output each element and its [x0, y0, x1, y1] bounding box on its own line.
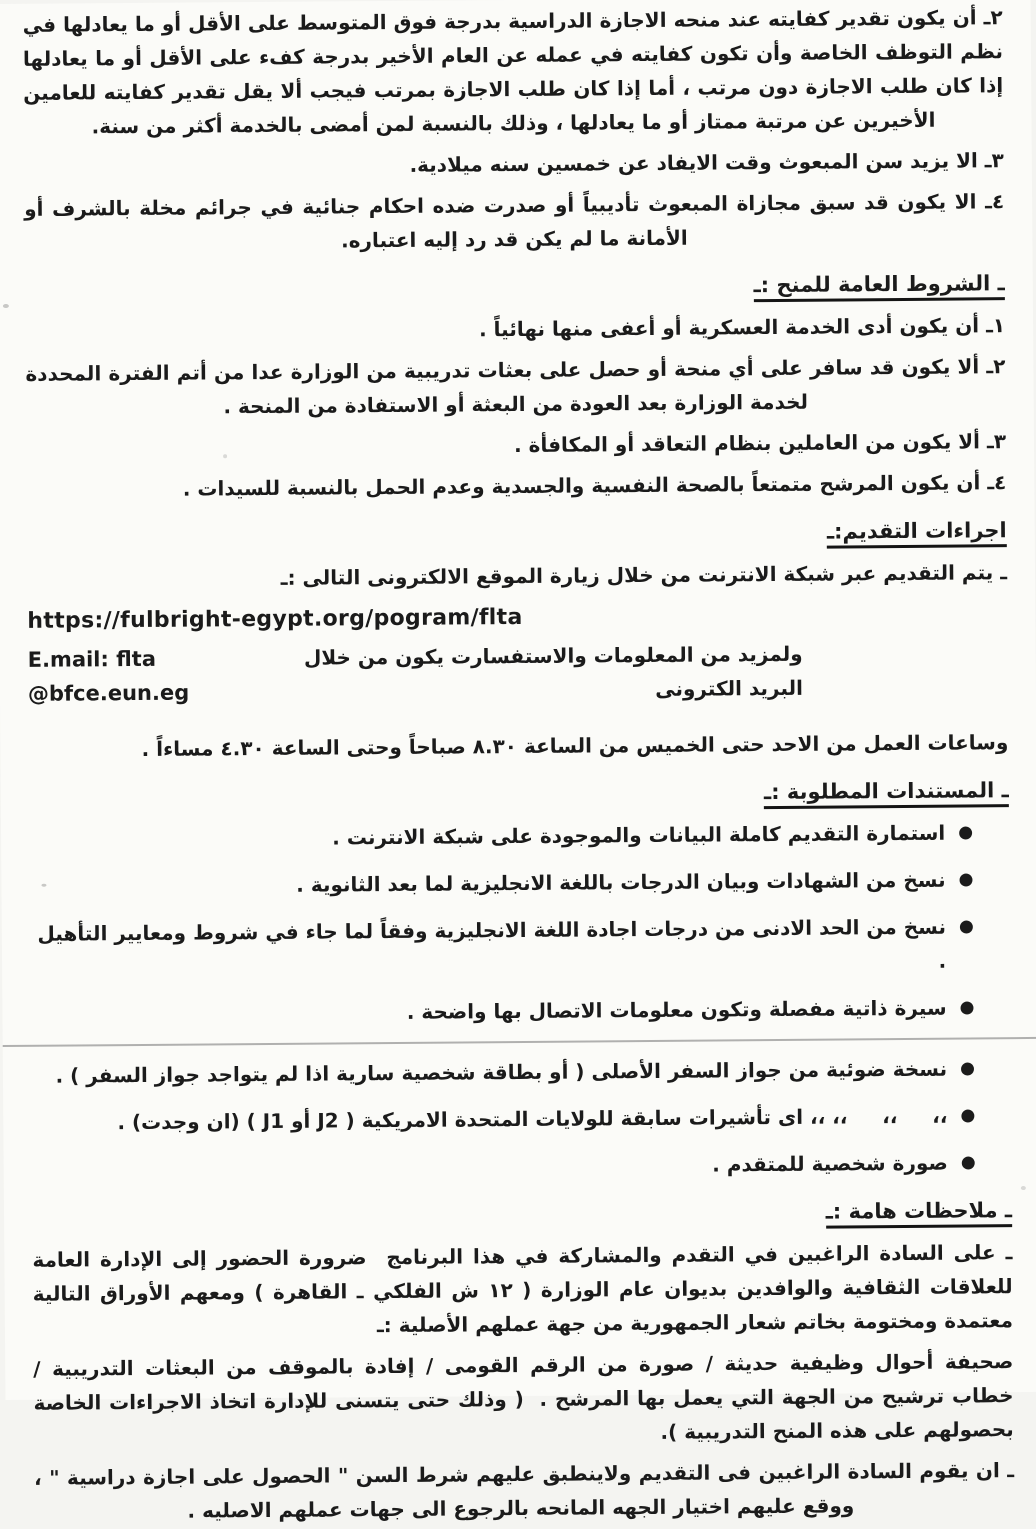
general-conditions-heading — [25, 266, 1005, 308]
required-doc-text: صورة شخصية للمتقدم . — [712, 1150, 948, 1177]
important-notes-heading — [32, 1193, 1012, 1235]
required-doc-item — [30, 909, 975, 984]
required-doc-text: نسخة ضوئية من جواز السفر الأصلى ( أو بطاقة شخصية سارية اذا لم يتواجد جواز السفر ) . — [55, 1056, 948, 1088]
work-hours-line: وساعات العمل من الاحد حتى الخميس من الساعة ٨.٣٠ صباحاً وحتى الساعة ٤.٣٠ مساءاً . — [141, 730, 1009, 761]
scan-artifact — [3, 304, 9, 308]
required-doc-text: نسخ من الشهادات وبيان الدرجات باللغة الانجليزية لما بعد الثانوية . — [296, 867, 946, 897]
required-doc-text: سيرة ذاتية مفصلة وتكون معلومات الاتصال بها واضحة . — [406, 995, 947, 1024]
application-procedures-heading-text: اجراءات التقديم:ـ — [827, 518, 1007, 548]
bullet-icon: ● — [958, 822, 974, 843]
bullet-icon: ● — [960, 1058, 976, 1079]
required-doc-item — [32, 1145, 976, 1186]
general-conditions-section — [25, 266, 1007, 507]
required-doc-text: ،، ،، ،، ،، اى تأشيرات سابقة للولايات المتحدة الامريكية ( J2 أو J1 ) (ان وجدت) . — [117, 1103, 948, 1135]
email-address: E.mail: flta @bfce.eun.eg — [27, 646, 190, 706]
required-doc-item — [30, 990, 974, 1031]
bullet-icon: ● — [958, 869, 974, 890]
important-note-paragraph: صحيفة أحوال وظيفية حديثة / صورة من الرقم القومى / إفادة بالموقف من البعثات التدريبية / خطاب ترشيح من الجهة التي يعمل بها المرشح . ( وذلك حتى يتسنى للإدارة اتخاذ الاجراءات الخاصة بحصولهم على هذه المنح التدريبية ). — [33, 1349, 1014, 1444]
required-doc-item — [29, 815, 973, 856]
required-doc-item — [31, 1051, 975, 1092]
eligibility-continuation-section — [23, 0, 1005, 260]
scan-artifact — [1021, 1186, 1026, 1190]
bullet-icon: ● — [960, 1105, 976, 1126]
apply-online-line: ـ يتم التقديم عبر شبكة الانترنت من خلال زيارة الموقع الالكترونى التالى :ـ — [280, 560, 1008, 590]
general-conditions-heading-text: ـ الشروط العامة للمنح :ـ — [753, 271, 1004, 302]
email-note: ولمزيد من المعلومات والاستفسارت يكون من خلال البريد الكترونى — [303, 641, 804, 701]
email-row — [28, 635, 1009, 711]
required-documents-section — [29, 773, 1012, 1187]
general-condition-3: ٣ـ ألا يكون من العاملين بنظام التعاقد أو المكافأة . — [513, 429, 1007, 458]
general-condition-2: ٢ـ ألا يكون قد سافر على أي منحة أو حصل على بعثات تدريبية من الوزارة عدا من أتم الفترة المحددة لخدمة الوزارة بعد العودة من البعثة أو الاستفادة من المنحة . — [25, 354, 1006, 419]
application-procedures-section — [27, 513, 1009, 767]
eligibility-item-2: ٢ـ أن يكون تقدير كفايته عند منحه الاجازة الدراسية بدرجة فوق المتوسط على الأقل أو ما يعادلها في نظم التوظف الخاصة وأن تكون كفايته في عمله عن العام الأخير بدرجة كفء على الأقل أو ما يعادلها إذا كان طلب الاجازة دون مرتب ، أما إذا كان طلب الاجازة بمرتب فيجب ألا يقل تقدير كفايته للعامين الأخيرين عن مرتبة ممتاز أو ما يعادلها ، وذلك بالنسبة لمن أمضى بالخدمة أكثر من سنة. — [22, 5, 1004, 139]
required-documents-heading — [29, 773, 1009, 815]
required-doc-item — [29, 862, 973, 903]
required-doc-text: نسخ من الحد الادنى من درجات اجادة اللغة الانجليزية وفقاً لما جاء في شروط ومعايير التأهيل . — [37, 914, 947, 973]
application-url: https://fulbright-egypt.org/pogram/flta — [27, 604, 523, 634]
bullet-icon: ● — [959, 997, 975, 1018]
scan-artifact — [223, 454, 227, 458]
eligibility-item-4: ٤ـ الا يكون قد سبق مجازاة المبعوث تأديبياً أو صدرت ضده احكام جنائية في جرائم مخلة بالشرف أو الأمانة ما لم يكن قد رد إليه اعتباره. — [24, 189, 1005, 253]
required-documents-heading-text: ـ المستندات المطلوبة :ـ — [764, 778, 1009, 809]
general-condition-4: ٤ـ أن يكون المرشح متمتعاً بالصحة النفسية والجسدية وعدم الحمل بالنسبة للسيدات . — [182, 470, 1007, 501]
important-notes-section — [32, 1193, 1015, 1529]
required-doc-text: استمارة التقديم كاملة البيانات والموجودة على شبكة الانترنت . — [332, 820, 946, 850]
scan-fold-line — [3, 1037, 1036, 1047]
important-note-paragraph: ـ على السادة الراغبين في التقدم والمشاركة في هذا البرنامج ضرورة الحضور إلى الإدارة العامة للعلاقات الثقافية والوافدين بديوان عام الوزارة ( ١٢ ش الفلكي ـ القاهرة ) ومعهم الأوراق التالية معتمدة ومختومة بخاتم شعار الجمهورية من جهة عملهم الأصلية :ـ — [32, 1240, 1013, 1338]
general-condition-1: ١ـ أن يكون أدى الخدمة العسكرية أو أعفى منها نهائياً . — [478, 313, 1006, 342]
scan-artifact — [41, 884, 46, 887]
bullet-icon: ● — [960, 1152, 976, 1173]
eligibility-item-3: ٣ـ الا يزيد سن المبعوث وقت الايفاد عن خمسين سنه ميلادية. — [409, 148, 1004, 177]
bullet-icon: ● — [958, 916, 974, 937]
required-doc-item — [31, 1098, 975, 1139]
important-notes-heading-text: ـ ملاحظات هامة :ـ — [826, 1198, 1013, 1228]
important-note-paragraph: ـ ان يقوم السادة الراغبين فى التقديم ولاينطبق عليهم شرط السن " الحصول على اجازة دراسية " ، ووقع عليهم اختيار الجهه المانحه بالرجوع الى جهات عملهم الاصليه . — [34, 1458, 1015, 1523]
application-procedures-heading — [27, 513, 1007, 555]
